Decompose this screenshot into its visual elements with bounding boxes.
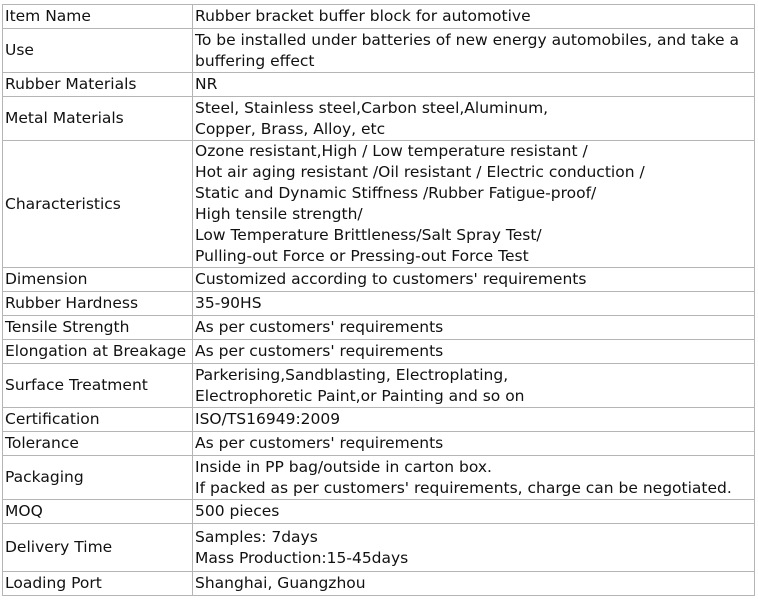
table-row (3, 97, 755, 141)
row-label: MOQ (3, 500, 193, 524)
value-line: Pulling-out Force or Pressing-out Force Test (195, 247, 529, 265)
row-label: Use (3, 29, 193, 73)
value-line: Hot air aging resistant /Oil resistant / Electric conduction / (195, 163, 645, 181)
table-row (3, 408, 755, 432)
table-row (3, 29, 755, 73)
table-row (3, 500, 755, 524)
row-label: Characteristics (3, 141, 193, 268)
value-line: 500 pieces (195, 502, 280, 520)
row-label: Rubber Hardness (3, 292, 193, 316)
row-value (193, 316, 755, 340)
table-row (3, 316, 755, 340)
value-line: Copper, Brass, Alloy, etc (195, 119, 386, 138)
row-value (193, 73, 755, 97)
value-line: Rubber bracket buffer block for automotive (195, 7, 531, 25)
table-row (3, 432, 755, 456)
row-label: Delivery Time (3, 524, 193, 572)
table-row (3, 5, 755, 29)
table-row (3, 141, 755, 268)
table-row (3, 73, 755, 97)
value-line: buffering effect (195, 51, 315, 70)
row-value (193, 292, 755, 316)
row-label: Elongation at Breakage (3, 340, 193, 364)
row-value (193, 456, 755, 500)
value-line: Shanghai, Guangzhou (195, 574, 366, 592)
table-row (3, 456, 755, 500)
value-line: Inside in PP bag/outside in carton box. (195, 457, 492, 476)
value-line: Low Temperature Brittleness/Salt Spray Test/ (195, 226, 542, 244)
table-row (3, 340, 755, 364)
value-line: As per customers' requirements (195, 318, 444, 336)
value-line: If packed as per customers' requirements, charge can be negotiated. (195, 478, 732, 497)
row-value (193, 141, 755, 268)
row-value (193, 5, 755, 29)
row-label: Rubber Materials (3, 73, 193, 97)
table-row (3, 572, 755, 596)
row-label: Tensile Strength (3, 316, 193, 340)
row-label: Packaging (3, 456, 193, 500)
row-value (193, 432, 755, 456)
value-line: Samples: 7days (195, 527, 318, 546)
row-value (193, 572, 755, 596)
value-line: Steel, Stainless steel,Carbon steel,Aluminum, (195, 98, 549, 117)
value-line: Customized according to customers' requirements (195, 270, 587, 288)
table-row (3, 364, 755, 408)
row-value (193, 29, 755, 73)
row-label: Item Name (3, 5, 193, 29)
row-label: Loading Port (3, 572, 193, 596)
value-line: As per customers' requirements (195, 434, 444, 452)
value-line: Electrophoretic Paint,or Painting and so on (195, 386, 525, 405)
value-line: High tensile strength/ (195, 205, 363, 223)
row-value (193, 364, 755, 408)
table-row (3, 268, 755, 292)
row-value (193, 97, 755, 141)
row-value (193, 408, 755, 432)
row-label: Tolerance (3, 432, 193, 456)
row-label: Metal Materials (3, 97, 193, 141)
table-row (3, 292, 755, 316)
value-line: Parkerising,Sandblasting, Electroplating, (195, 365, 509, 384)
value-line: ISO/TS16949:2009 (195, 410, 341, 428)
row-label: Surface Treatment (3, 364, 193, 408)
value-line: To be installed under batteries of new energy automobiles, and take a (195, 30, 740, 49)
value-line: As per customers' requirements (195, 342, 444, 360)
row-value (193, 500, 755, 524)
spec-table-body (3, 5, 755, 596)
value-line: Static and Dynamic Stiffness /Rubber Fatigue-proof/ (195, 184, 597, 202)
value-line: Mass Production:15-45days (195, 548, 409, 567)
row-value (193, 524, 755, 572)
value-line: 35-90HS (195, 294, 262, 312)
value-line: Ozone resistant,High / Low temperature resistant / (195, 142, 588, 160)
row-value (193, 268, 755, 292)
row-label: Dimension (3, 268, 193, 292)
row-label: Certification (3, 408, 193, 432)
table-row (3, 524, 755, 572)
value-line: NR (195, 75, 218, 93)
spec-table (2, 4, 755, 596)
row-value (193, 340, 755, 364)
